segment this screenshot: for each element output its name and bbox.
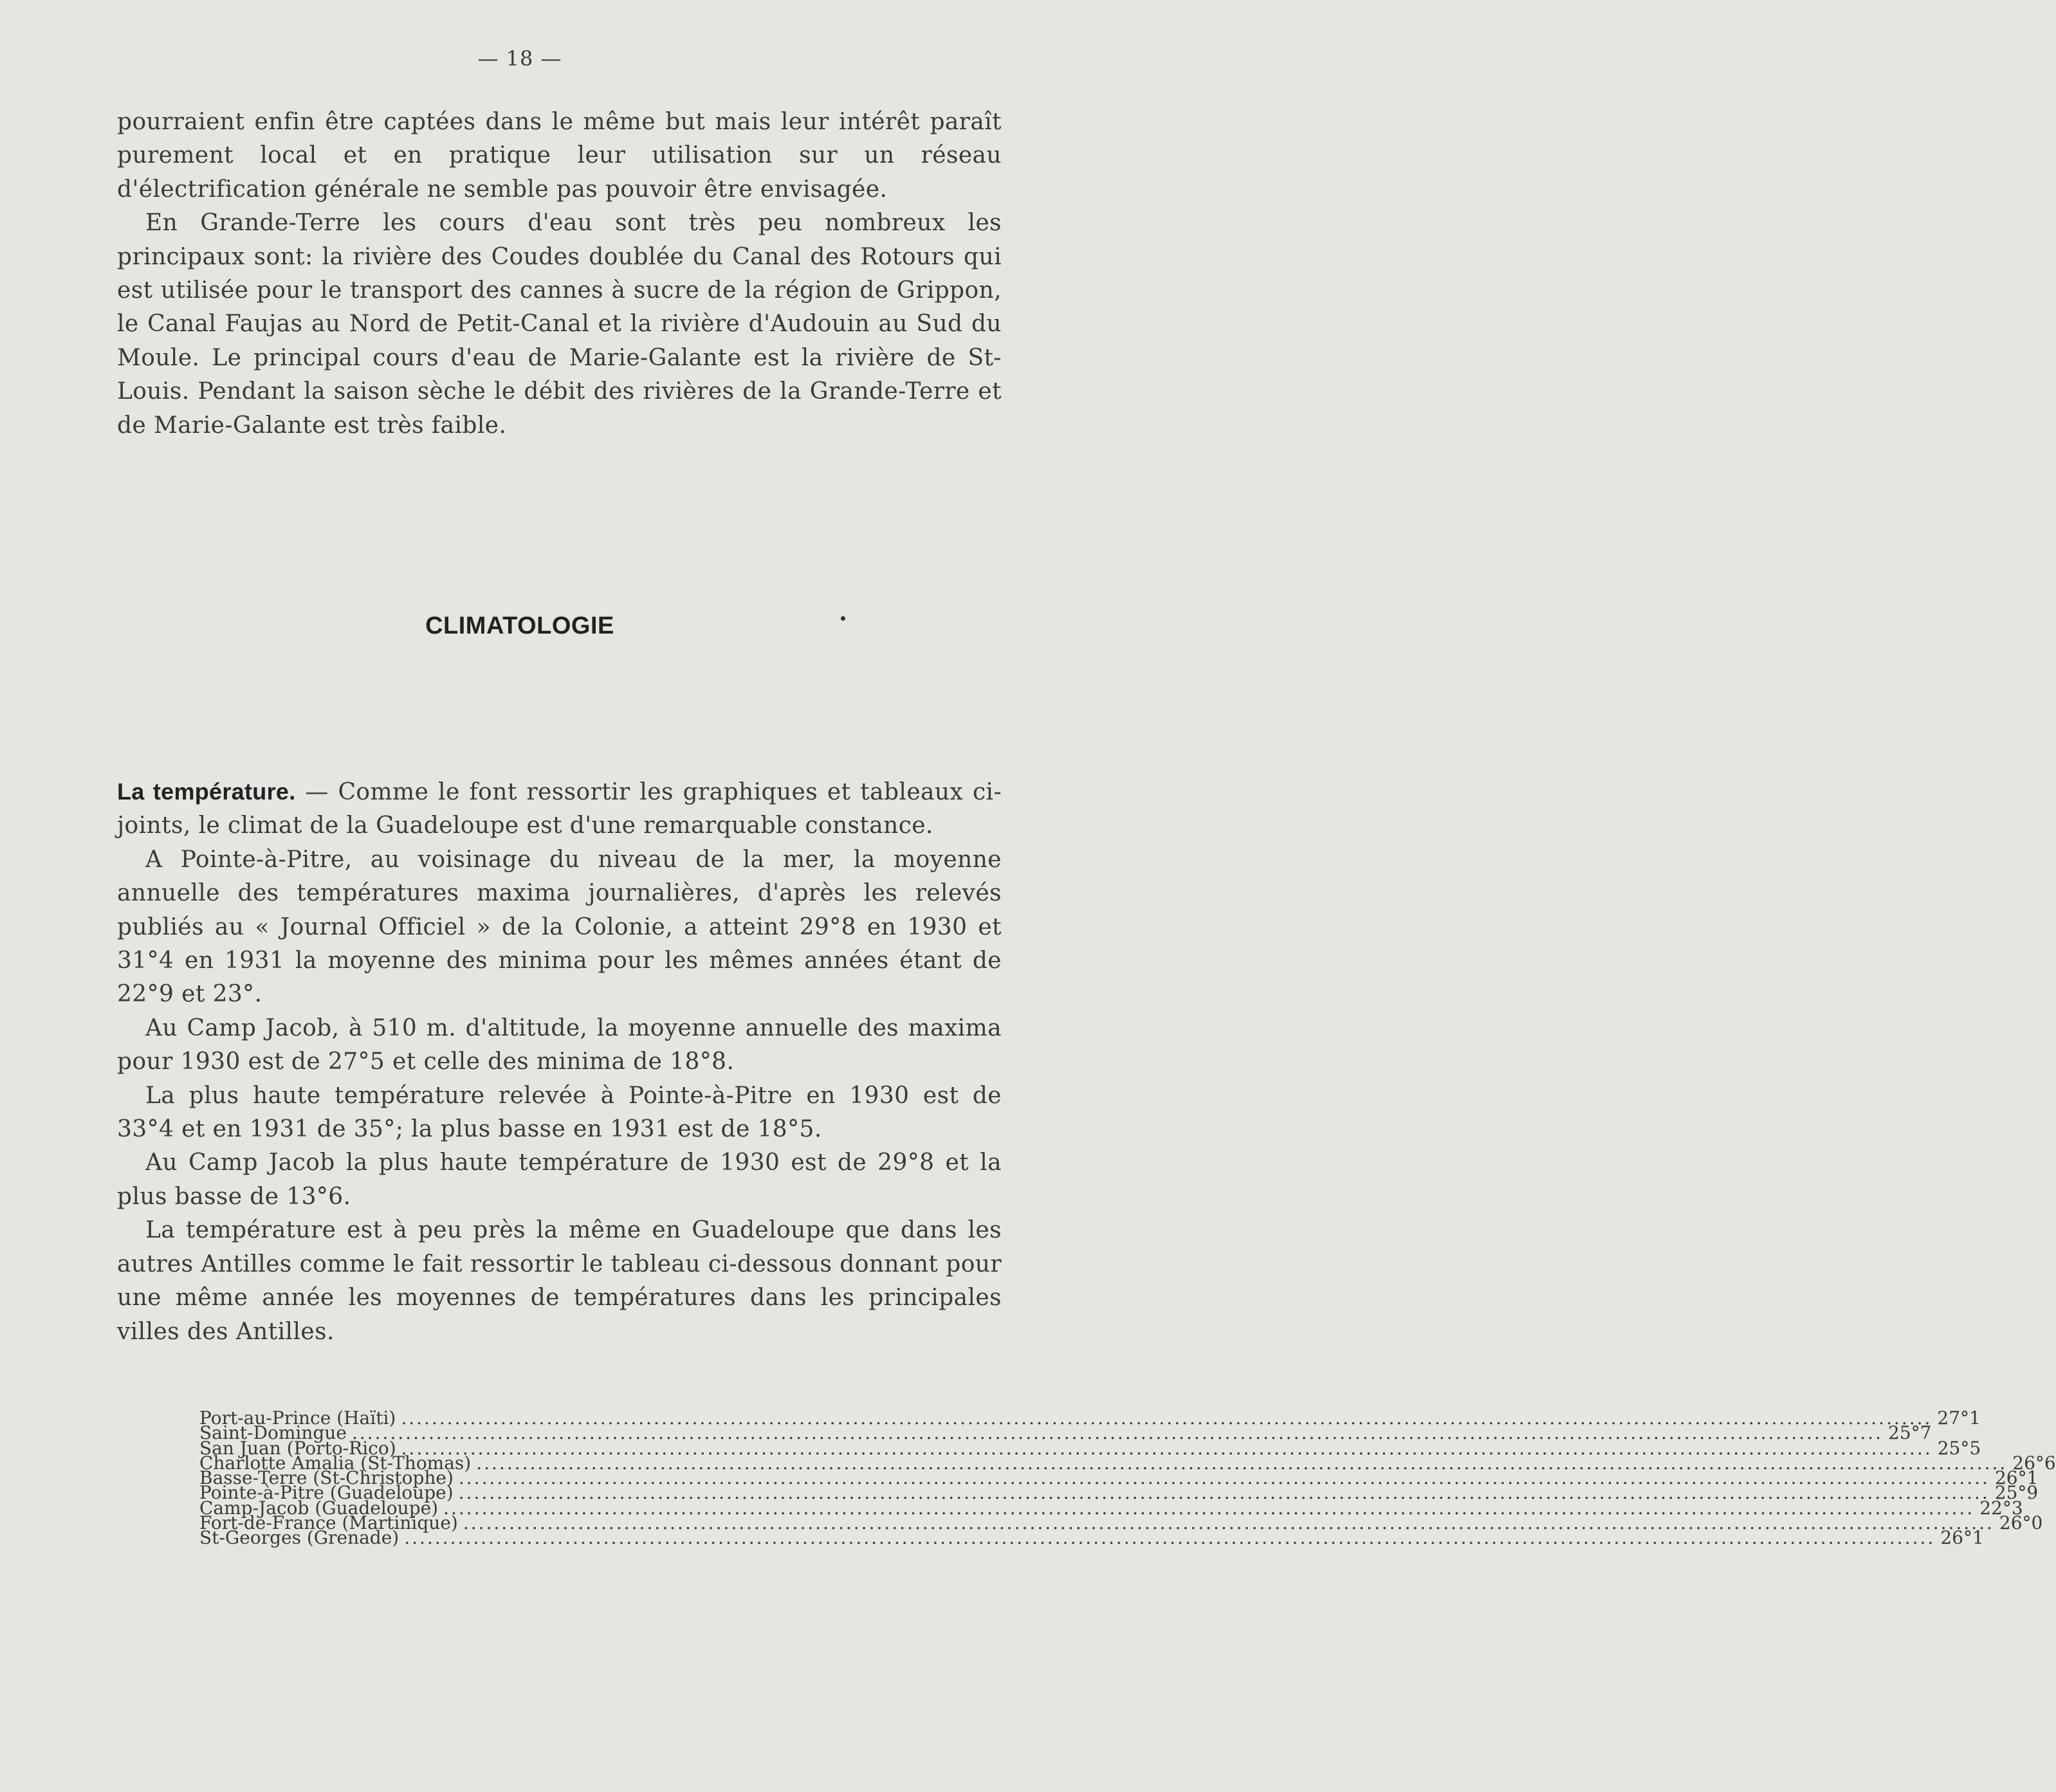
print-speck bbox=[841, 616, 845, 621]
leader-dots: ........................................................................................................................................................................................................ bbox=[476, 1452, 2008, 1474]
table-row bbox=[199, 1527, 1984, 1549]
paragraph: La température est à peu près la même en Guadeloupe que dans les autres Antilles comme le fait ressortir le tableau ci-dessous donnant pour une même année les moyennes de températures dans les principales villes des Antilles. bbox=[117, 1217, 1002, 1345]
place: St-Georges (Grenade) bbox=[199, 1527, 399, 1549]
paragraph bbox=[117, 775, 1002, 843]
temperature: 25°7 bbox=[1888, 1422, 1932, 1444]
temperature: 25°9 bbox=[1994, 1482, 2039, 1504]
leader-dots: ........................................................................................................................................................................................................ bbox=[404, 1527, 1936, 1549]
leader-dots: ........................................................................................................................................................................................................ bbox=[458, 1482, 1990, 1504]
page-number: — 18 — bbox=[477, 46, 562, 71]
paragraph: Au Camp Jacob, à 510 m. d'altitude, la moyenne annuelle des maxima pour 1930 est de 27°5 et celle des minima de 18°8. bbox=[117, 1014, 1002, 1075]
paragraph: Au Camp Jacob la plus haute température de 1930 est de 29°8 et la plus basse de 13°6. bbox=[117, 1149, 1002, 1210]
place: Basse-Terre (St-Christophe) bbox=[199, 1467, 454, 1489]
climate-text bbox=[117, 775, 1002, 1349]
place: Charlotte Amalia (St-Thomas) bbox=[199, 1452, 472, 1474]
temperature-table bbox=[199, 1407, 2056, 1549]
paragraph: En Grande-Terre les cours d'eau sont très peu nombreux les principaux sont: la rivière des Coudes doublée du Canal des Rotours qui est utilisée pour le transport des cannes à sucre de la région de Grippon, le Canal Faujas au Nord de Petit-Canal et la rivière d'Audouin au Sud du Moule. Le principal cours d'eau de Marie-Galante est la rivière de St-Louis. Pendant la saison sèche le débit des rivières de la Grande-Terre et de Marie-Galante est très faible. bbox=[117, 210, 1002, 439]
place: Pointe-à-Pitre (Guadeloupe) bbox=[199, 1482, 454, 1504]
leader-dots: ........................................................................................................................................................................................................ bbox=[443, 1497, 1975, 1519]
section-heading: CLIMATOLOGIE bbox=[425, 612, 614, 639]
paragraph: pourraient enfin être captées dans le même but mais leur intérêt paraît purement local et en pratique leur utilisation sur un réseau d'électrification générale ne semble pas pouvoir être envisagée. bbox=[117, 109, 1002, 203]
temperature: 22°3 bbox=[1979, 1497, 2023, 1519]
subheading: La température. bbox=[117, 778, 296, 805]
temperature: 25°5 bbox=[1937, 1437, 1981, 1459]
place: Camp-Jacob (Guadeloupe) bbox=[199, 1497, 439, 1519]
place: Fort-de-France (Martinique) bbox=[199, 1512, 458, 1534]
place: Port-au-Prince (Haïti) bbox=[199, 1407, 396, 1429]
paragraph: La plus haute température relevée à Pointe-à-Pitre en 1930 est de 33°4 et en 1931 de 35°; la plus basse en 1931 est de 18°5. bbox=[117, 1082, 1002, 1143]
leader-dots: ........................................................................................................................................................................................................ bbox=[351, 1422, 1884, 1444]
paragraph-text: — Comme le font ressortir les graphiques et tableaux ci-joints, le climat de la Guadeloupe est d'une remarquable constance. bbox=[117, 779, 1002, 839]
temperature: 26°0 bbox=[1999, 1512, 2043, 1534]
place: San Juan (Porto-Rico) bbox=[199, 1437, 396, 1459]
temperature: 26°1 bbox=[1940, 1527, 1984, 1549]
temperature: 26°6 bbox=[2012, 1452, 2056, 1474]
intro-text bbox=[117, 105, 1002, 443]
leader-dots: ........................................................................................................................................................................................................ bbox=[463, 1512, 1994, 1534]
temperature: 26°1 bbox=[1994, 1467, 2039, 1489]
paragraph: A Pointe-à-Pitre, au voisinage du niveau de la mer, la moyenne annuelle des températures maxima journalières, d'après les relevés publiés au « Journal Officiel » de la Colonie, a atteint 29°8 en 1930 et 31°4 en 1931 la moyenne des minima pour les mêmes années étant de 22°9 et 23°. bbox=[117, 846, 1002, 1008]
leader-dots: ........................................................................................................................................................................................................ bbox=[458, 1467, 1990, 1489]
leader-dots: ........................................................................................................................................................................................................ bbox=[401, 1407, 1932, 1429]
leader-dots: ........................................................................................................................................................................................................ bbox=[401, 1437, 1932, 1459]
temperature: 27°1 bbox=[1937, 1407, 1981, 1429]
place: Saint-Domingue bbox=[199, 1422, 347, 1444]
